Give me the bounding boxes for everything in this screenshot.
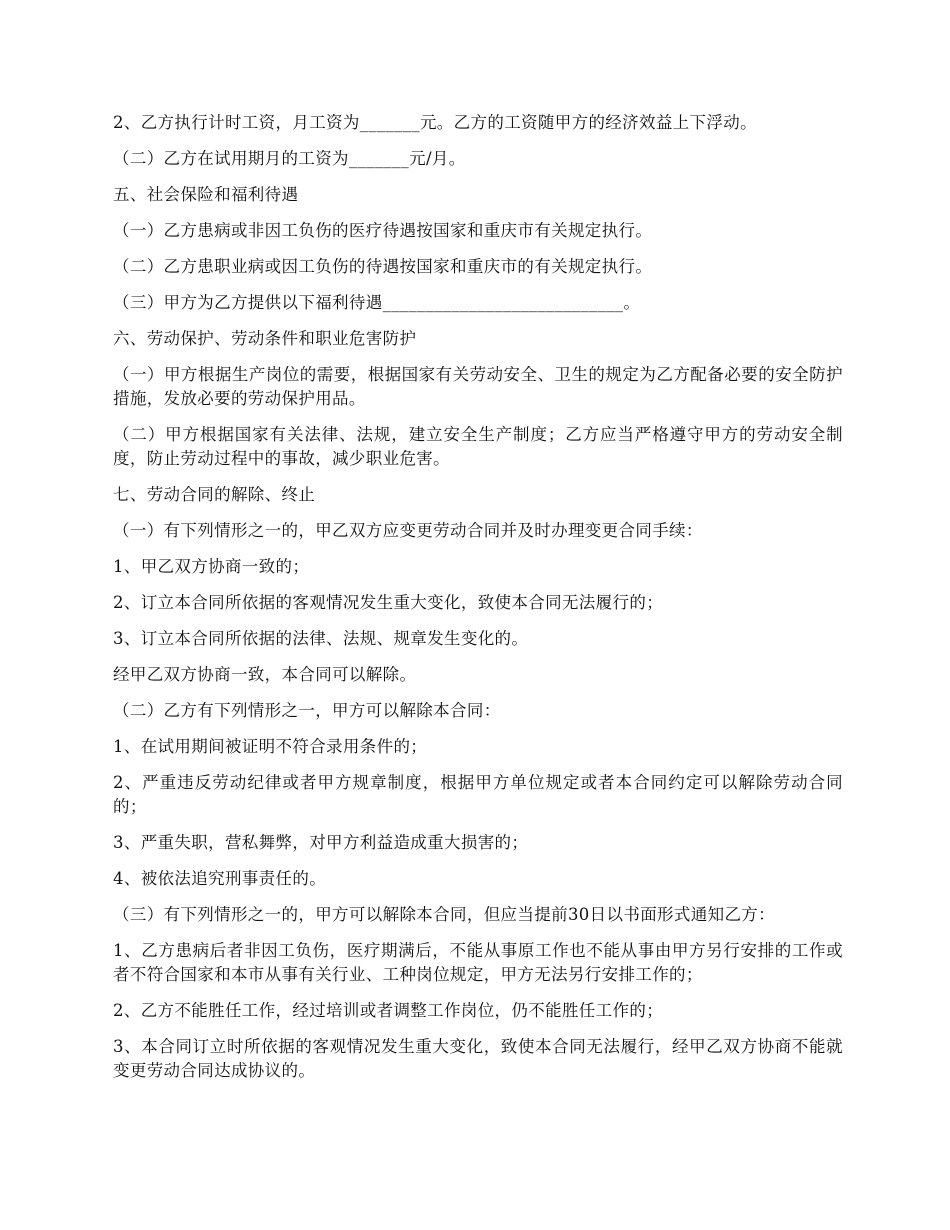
paragraph-mutual-termination: 经甲乙双方协商一致，本合同可以解除。 — [113, 665, 417, 684]
document-body — [113, 111, 843, 1095]
list-item-dereliction: 3、严重失职，营私舞弊，对甲方利益造成重大损害的； — [113, 833, 529, 852]
paragraph-safety-equipment: （一）甲方根据生产岗位的需要，根据国家有关劳动安全、卫生的规定为乙方配备必要的安全防护措施，发放必要的劳动保护用品。 — [113, 365, 843, 408]
paragraph-contract-change-conditions: （一）有下列情形之一的，甲乙双方应变更劳动合同并及时办理变更合同手续： — [113, 521, 703, 540]
list-item-serious-violation: 2、严重违反劳动纪律或者甲方规章制度，根据甲方单位规定或者本合同约定可以解除劳动合同的； — [113, 773, 843, 816]
list-item-criminal-liability: 4、被依法追究刑事责任的。 — [113, 869, 327, 888]
section-heading-termination: 七、劳动合同的解除、终止 — [113, 485, 316, 504]
paragraph-employer-termination: （二）乙方有下列情形之一，甲方可以解除本合同： — [113, 701, 501, 720]
list-item-incompetence: 2、乙方不能胜任工作，经过培训或者调整工作岗位，仍不能胜任工作的； — [113, 1001, 664, 1020]
paragraph-notice-termination: （三）有下列情形之一的，甲方可以解除本合同，但应当提前30日以书面形式通知乙方： — [113, 905, 775, 924]
paragraph-safety-regulations: （二）甲方根据国家有关法律、法规，建立安全生产制度；乙方应当严格遵守甲方的劳动安全制度，防止劳动过程中的事故，减少职业危害。 — [113, 425, 843, 468]
list-item-circumstance-change: 3、本合同订立时所依据的客观情况发生重大变化，致使本合同无法履行，经甲乙双方协商不能就变更劳动合同达成协议的。 — [113, 1037, 843, 1080]
paragraph-welfare-benefits: （三）甲方为乙方提供以下福利待遇____________________________。 — [113, 293, 641, 312]
paragraph-occupational-disease: （二）乙方患职业病或因工负伤的待遇按国家和重庆市的有关规定执行。 — [113, 257, 653, 276]
paragraph-probation-wage: （二）乙方在试用期月的工资为_______元/月。 — [113, 149, 466, 168]
paragraph-medical-treatment: （一）乙方患病或非因工负伤的医疗待遇按国家和重庆市有关规定执行。 — [113, 221, 653, 240]
list-item-law-change: 3、订立本合同所依据的法律、法规、规章发生变化的。 — [113, 629, 529, 648]
list-item-mutual-agreement: 1、甲乙双方协商一致的； — [113, 557, 310, 576]
list-item-probation-failure: 1、在试用期间被证明不符合录用条件的； — [113, 737, 428, 756]
section-heading-labor-protection: 六、劳动保护、劳动条件和职业危害防护 — [113, 329, 417, 348]
paragraph-monthly-wage: 2、乙方执行计时工资，月工资为_______元。乙方的工资随甲方的经济效益上下浮动。 — [113, 113, 757, 132]
list-item-objective-change: 2、订立本合同所依据的客观情况发生重大变化，致使本合同无法履行的； — [113, 593, 664, 612]
section-heading-social-insurance: 五、社会保险和福利待遇 — [113, 185, 299, 204]
list-item-illness-injury: 1、乙方患病后者非因工负伤，医疗期满后，不能从事原工作也不能从事由甲方另行安排的工作或者不符合国家和本市从事有关行业、工种岗位规定，甲方无法另行安排工作的； — [113, 941, 843, 984]
